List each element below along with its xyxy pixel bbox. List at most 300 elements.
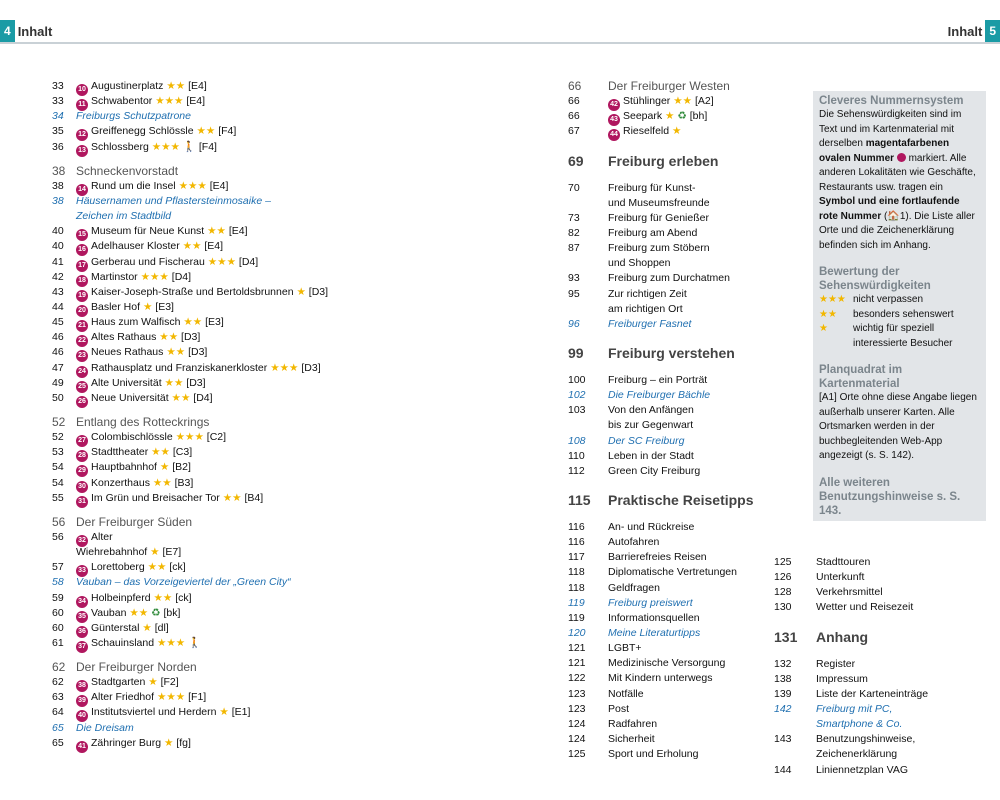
rating-legend-item: [819, 293, 980, 308]
toc-entry-text: [816, 747, 897, 762]
toc-entry-title: Rieselfeld: [623, 125, 670, 138]
toc-entry-title: Die Freiburger Bächle: [608, 389, 711, 402]
feature-icon: ♻: [151, 606, 161, 619]
rating-stars-icon: ★★: [166, 346, 186, 359]
toc-page-number: 123: [568, 687, 586, 700]
toc-entry: [568, 342, 768, 364]
toc-entry-title: Neues Rathaus: [91, 346, 164, 359]
map-grid-ref: [E4]: [186, 95, 206, 108]
toc-page-number: 35: [52, 125, 64, 138]
toc-entry: [52, 109, 352, 124]
toc-entry-title: Stühlinger: [623, 95, 671, 108]
info-heading-more: Alle weiteren Benutzungshinweise s. S. 143.: [819, 476, 961, 517]
toc-entry: [774, 626, 984, 648]
toc-entry-text: [608, 565, 737, 580]
toc-page-number: 40: [52, 240, 64, 253]
toc-entry-text: [608, 717, 657, 732]
toc-entry-title: Benutzungshinweise,: [816, 733, 916, 746]
header-title-left: Inhalt: [17, 23, 53, 39]
toc-entry-text: [76, 194, 271, 209]
toc-entry-text: [608, 520, 694, 535]
rating-stars-icon: ★★: [171, 391, 191, 404]
sight-number-badge: 43: [608, 114, 620, 126]
toc-page-number: 52: [52, 414, 66, 429]
toc-page-number: 57: [52, 561, 64, 574]
toc-entry-title: Im Grün und Breisacher Tor: [91, 491, 220, 504]
toc-entry: [568, 124, 768, 139]
info-text-part: (🏠1). Die Liste aller Orte und die Zeichenerklärung befinden sich im Anhang.: [819, 210, 975, 251]
info-text-grid: [A1] Orte ohne diese Angabe liegen außerhalb unserer Karten. Alle Ortsmarken werden in der buchbegleitenden Web-App angezeigt (s. S. 142).: [819, 392, 977, 461]
toc-entry: [568, 535, 768, 550]
toc-entry-title: Rathausplatz und Franziskanerkloster: [91, 361, 268, 374]
toc-entry: [568, 79, 768, 94]
toc-column-3: [774, 555, 984, 778]
rating-stars-icon: ★: [142, 300, 153, 313]
toc-entry-text: [608, 211, 709, 226]
toc-page-number: 110: [568, 449, 585, 462]
toc-entry-title: Freiburg erleben: [608, 152, 719, 169]
toc-page-number: 73: [568, 211, 580, 224]
rating-stars-icon: ★★: [164, 376, 184, 389]
toc-entry: [52, 515, 352, 530]
toc-entry: [52, 491, 352, 506]
map-grid-ref: [E3]: [155, 300, 174, 313]
toc-entry-title: Sport und Erholung: [608, 748, 699, 761]
toc-entry-title: Vauban: [91, 606, 127, 619]
toc-entry-title: Gerberau und Fischerau: [91, 255, 205, 268]
toc-page-number: 118: [568, 581, 585, 594]
toc-entry: [774, 585, 984, 600]
toc-entry: [568, 641, 768, 656]
toc-entry-title: Impressum: [816, 672, 868, 685]
toc-entry-text: [608, 79, 730, 94]
toc-entry-title: Freiburgs Schutzpatrone: [76, 110, 191, 123]
toc-entry-text: [816, 732, 915, 747]
toc-page-number: 38: [52, 194, 64, 207]
toc-entry-title: Liniennetzplan VAG: [816, 763, 909, 776]
sight-number-badge: 21: [76, 320, 88, 332]
toc-entry-title: Smartphone & Co.: [816, 718, 903, 731]
info-heading-numbering: Cleveres Nummernsystem: [819, 95, 964, 107]
toc-entry: [52, 140, 352, 155]
page-number-right: 5: [985, 20, 1000, 42]
toc-entry-title: Notfälle: [608, 687, 644, 700]
toc-entry-title: Green City Freiburg: [608, 464, 701, 477]
toc-page-number: 46: [52, 346, 64, 359]
toc-entry: [774, 600, 984, 615]
sight-number-badge: 27: [76, 435, 88, 447]
toc-entry: [52, 345, 352, 360]
toc-entry-title: Haus zum Walfisch: [91, 316, 181, 329]
toc-entry-title: Freiburg zum Stöbern: [608, 242, 710, 255]
toc-entry-text: [608, 671, 712, 686]
map-grid-ref: [B2]: [172, 461, 191, 474]
toc-entry-text: [76, 636, 201, 653]
toc-entry-text: [608, 317, 691, 332]
toc-entry-title: Praktische Reisetipps: [608, 491, 754, 508]
info-heading-rating: Bewertung der Sehenswürdigkeiten: [819, 266, 931, 292]
toc-entry: [568, 418, 768, 433]
toc-entry-text: [608, 403, 694, 418]
rating-stars-icon: ★: [672, 125, 682, 138]
toc-entry: [568, 373, 768, 388]
info-text-part: markiert. Alle anderen Lokalitäten wie Geschäfte, Restaurants usw. tragen ein: [819, 152, 976, 193]
sight-number-badge: 10: [76, 84, 88, 96]
toc-entry-text: [608, 687, 644, 702]
toc-entry: [568, 226, 768, 241]
rating-stars-icon: ★★★: [156, 636, 186, 649]
toc-entry-title: Häusernamen und Pflastersteinmosaike –: [76, 194, 271, 207]
toc-entry: [52, 415, 352, 430]
toc-entry-text: [76, 109, 191, 124]
toc-entry: [568, 317, 768, 332]
toc-page-number: 66: [568, 110, 580, 123]
toc-page-number: 33: [52, 80, 64, 92]
sight-number-badge: 24: [76, 366, 88, 378]
toc-entry: [568, 520, 768, 535]
toc-page-number: 34: [52, 110, 64, 123]
toc-entry: [774, 672, 984, 687]
toc-entry: [52, 736, 352, 751]
toc-entry-title: Holbeinpferd: [91, 591, 151, 604]
toc-entry-text: [608, 302, 683, 317]
toc-entry: [52, 179, 352, 194]
sight-number-badge: 23: [76, 350, 88, 362]
feature-icon: 🚶: [188, 636, 202, 649]
toc-entry: [568, 656, 768, 671]
toc-entry-text: [816, 600, 913, 615]
feature-icon: ♻: [677, 110, 687, 123]
spacer: [568, 172, 768, 181]
toc-entry-text: [608, 434, 684, 449]
toc-entry-text: [816, 585, 883, 600]
sight-number-badge: 40: [76, 710, 88, 722]
toc-entry-text: [608, 256, 670, 271]
toc-entry-text: [608, 747, 698, 762]
rating-legend: [819, 293, 980, 351]
toc-entry-text: [608, 388, 710, 403]
toc-entry-title: Leben in der Stadt: [608, 449, 694, 462]
toc-entry-text: [816, 626, 868, 648]
toc-page-number: 40: [52, 225, 64, 238]
toc-page-number: 58: [52, 576, 64, 589]
toc-entry: [568, 732, 768, 747]
sight-number-badge: 30: [76, 481, 88, 493]
toc-entry: [568, 747, 768, 762]
toc-entry-title: Sicherheit: [608, 732, 655, 745]
map-grid-ref: [bh]: [689, 110, 708, 123]
rating-stars-icon: ★: [159, 461, 170, 474]
toc-entry-title: Von den Anfängen: [608, 404, 694, 417]
spacer: [568, 479, 768, 489]
toc-page-number: 126: [774, 571, 792, 584]
toc-entry: [568, 196, 768, 211]
sight-number-badge: 32: [76, 535, 88, 547]
toc-entry: [568, 449, 768, 464]
rating-legend-item: [819, 322, 980, 351]
toc-entry: [52, 445, 352, 460]
toc-entry: [52, 675, 352, 690]
spacer: [568, 332, 768, 342]
toc-entry-title: Lorettoberg: [91, 561, 145, 574]
toc-entry: [774, 732, 984, 747]
toc-page-number: 116: [568, 536, 585, 549]
toc-entry-title: Basler Hof: [91, 300, 141, 313]
toc-entry-title: Zur richtigen Zeit: [608, 287, 687, 300]
toc-page-number: 59: [52, 591, 64, 604]
toc-entry-title: Informationsquellen: [608, 611, 700, 624]
toc-entry-title: Anhang: [816, 628, 869, 645]
rating-stars-icon: ★★: [207, 225, 226, 238]
sight-number-badge: 13: [76, 145, 88, 157]
toc-entry: [568, 671, 768, 686]
toc-page-number: 54: [52, 476, 64, 489]
toc-entry-text: [76, 545, 181, 560]
toc-entry-text: [608, 449, 694, 464]
toc-entry-title: Freiburger Fasnet: [608, 317, 692, 330]
toc-entry: [52, 376, 352, 391]
toc-page-number: 50: [52, 391, 64, 404]
toc-entry-title: Der Freiburger Süden: [76, 514, 193, 529]
toc-entry-title: Diplomatische Vertretungen: [608, 566, 737, 579]
map-grid-ref: [fg]: [176, 736, 191, 749]
toc-entry-title: Colombischlössle: [91, 431, 173, 444]
toc-entry: [52, 721, 352, 736]
map-grid-ref: [D4]: [171, 270, 192, 283]
toc-entry: [774, 747, 984, 762]
toc-entry: [568, 388, 768, 403]
toc-page-number: 120: [568, 626, 586, 639]
sight-number-badge: 38: [76, 680, 88, 692]
toc-entry-title: Alte Universität: [91, 376, 162, 389]
map-grid-ref: [D3]: [186, 376, 206, 389]
toc-entry-title: Alter Friedhof: [91, 691, 155, 704]
toc-entry-text: [76, 164, 178, 179]
toc-entry-title: Schauinsland: [91, 636, 155, 649]
sight-number-badge: 37: [76, 641, 88, 653]
sight-number-badge: 44: [608, 129, 620, 141]
toc-page-number: 49: [52, 376, 64, 389]
toc-entry-title: Schwabentor: [91, 95, 153, 108]
toc-entry-text: [608, 535, 659, 550]
toc-page-number: 139: [774, 687, 792, 700]
sight-number-badge: 16: [76, 244, 88, 256]
rating-stars-icon: ★: [163, 736, 174, 749]
toc-entry-title: bis zur Gegenwart: [608, 419, 694, 432]
rating-legend-text: wichtig für speziell interessierte Besucher: [853, 323, 953, 349]
toc-page-number: 54: [52, 461, 64, 474]
toc-entry-text: [608, 611, 700, 626]
map-grid-ref: [C3]: [172, 446, 193, 459]
toc-entry: [568, 717, 768, 732]
toc-page-number: 44: [52, 300, 64, 313]
toc-entry-title: Entlang des Rotteckrings: [76, 414, 210, 429]
toc-entry: [568, 287, 768, 302]
toc-entry: [52, 575, 352, 590]
map-grid-ref: [F4]: [198, 140, 217, 153]
toc-page-number: 43: [52, 285, 64, 298]
sight-number-badge: 39: [76, 695, 88, 707]
toc-entry-text: [76, 209, 171, 224]
toc-entry: [52, 300, 352, 315]
toc-page-number: 65: [52, 721, 64, 734]
rating-stars-icon: ★★★: [140, 270, 169, 283]
map-grid-ref: [F1]: [188, 691, 207, 704]
toc-page-number: 70: [568, 181, 580, 194]
map-grid-ref: [ck]: [175, 591, 192, 604]
info-box: [813, 91, 986, 521]
toc-column-1: [52, 79, 352, 751]
toc-page-number: 124: [568, 732, 586, 745]
sight-number-badge: 15: [76, 229, 88, 241]
info-text-bold: Symbol und eine fortlaufende rote Nummer: [819, 196, 960, 222]
toc-entry-text: [76, 415, 209, 430]
rating-stars-icon: ★: [665, 110, 675, 123]
toc-entry-text: [608, 596, 693, 611]
toc-entry-text: [76, 391, 213, 408]
toc-entry: [568, 565, 768, 580]
toc-entry-title: Wiehrebahnhof: [76, 546, 148, 559]
sight-number-badge: 17: [76, 260, 88, 272]
toc-entry-title: Freiburg mit PC,: [816, 702, 893, 715]
sight-number-badge: 22: [76, 335, 88, 347]
rating-legend-text: besonders sehenswert: [853, 308, 954, 320]
map-grid-ref: [A2]: [694, 95, 714, 108]
toc-entry-title: Wetter und Reisezeit: [816, 601, 914, 614]
rating-stars-icon: ★★★: [819, 294, 846, 305]
toc-entry-title: Museum für Neue Kunst: [91, 225, 205, 238]
toc-entry-title: Freiburg am Abend: [608, 226, 698, 239]
toc-page-number: 66: [568, 79, 582, 93]
toc-column-2: [568, 79, 768, 762]
rating-stars-icon: ★★★: [155, 95, 184, 108]
toc-entry-title: Medizinische Versorgung: [608, 657, 726, 670]
info-text-numbering: [819, 108, 980, 253]
rating-stars-icon: ★: [296, 285, 306, 298]
toc-entry: [568, 109, 768, 124]
toc-entry: [774, 570, 984, 585]
rating-stars-icon: ★★: [166, 80, 186, 92]
map-grid-ref: [D4]: [193, 391, 213, 404]
toc-entry: [568, 581, 768, 596]
toc-entry-text: [816, 657, 855, 672]
toc-entry-title: Stadttheater: [91, 446, 149, 459]
toc-entry: [52, 285, 352, 300]
toc-entry-title: und Museumsfreunde: [608, 196, 710, 209]
toc-page-number: 102: [568, 389, 586, 402]
toc-entry-text: [76, 491, 263, 508]
rating-stars-icon: ★★★: [178, 179, 207, 192]
spacer: [774, 648, 984, 657]
rating-stars-icon: ★: [819, 323, 828, 334]
toc-entry-text: [608, 626, 700, 641]
header-left: [0, 20, 55, 42]
toc-entry-text: [608, 418, 693, 433]
toc-entry: [774, 687, 984, 702]
toc-entry-title: An- und Rückreise: [608, 520, 695, 533]
toc-page-number: 112: [568, 464, 585, 477]
toc-entry: [52, 194, 352, 209]
toc-entry-text: [608, 287, 687, 302]
toc-page-number: 87: [568, 242, 580, 255]
toc-entry-title: Freiburg zum Durchatmen: [608, 272, 730, 285]
toc-entry: [568, 271, 768, 286]
toc-entry-text: [608, 150, 718, 172]
rating-stars-icon: ★★: [159, 331, 179, 344]
sight-number-badge: 19: [76, 290, 88, 302]
toc-page-number: 103: [568, 404, 586, 417]
header-title-right: Inhalt: [947, 23, 983, 39]
info-text-part: Die Sehenswürdigkeiten sind im Text und im Kartenmaterial mit derselben: [819, 109, 962, 149]
toc-entry-title: Seepark: [623, 110, 663, 123]
toc-page-number: 33: [52, 95, 64, 108]
rating-stars-icon: ★★: [152, 476, 172, 489]
toc-entry: [52, 330, 352, 345]
toc-entry-title: Liste der Karteneinträge: [816, 687, 929, 700]
toc-entry: [52, 476, 352, 491]
toc-entry-title: Die Dreisam: [76, 721, 134, 734]
toc-entry-text: [608, 656, 725, 671]
toc-entry-title: Freiburg für Kunst-: [608, 181, 696, 194]
map-grid-ref: [F2]: [160, 676, 179, 689]
rating-stars-icon: ★★★: [207, 255, 236, 268]
toc-entry-text: [816, 717, 902, 732]
map-grid-ref: [bk]: [163, 606, 181, 619]
toc-entry-title: Meine Literaturtipps: [608, 626, 701, 639]
toc-page-number: 130: [774, 601, 792, 614]
toc-entry-title: Der Freiburger Westen: [608, 79, 730, 93]
sight-number-badge: 14: [76, 184, 88, 196]
toc-page-number: 116: [568, 520, 585, 533]
map-grid-ref: [D3]: [301, 361, 321, 374]
toc-entry-text: [76, 575, 291, 590]
toc-page-number: 128: [774, 586, 792, 599]
toc-entry-title: Freiburg für Genießer: [608, 211, 709, 224]
map-grid-ref: [E4]: [204, 240, 224, 253]
toc-entry: [568, 150, 768, 172]
toc-page-number: 62: [52, 676, 64, 689]
toc-entry-title: Schlossberg: [91, 140, 149, 153]
toc-page-number: 122: [568, 672, 586, 685]
toc-page-number: 100: [568, 373, 586, 386]
toc-entry-text: [608, 181, 696, 196]
toc-page-number: 65: [52, 736, 64, 749]
toc-entry-text: [76, 515, 192, 530]
toc-entry: [568, 702, 768, 717]
toc-entry: [52, 79, 352, 94]
toc-entry-text: [76, 660, 197, 675]
toc-entry-title: Freiburg verstehen: [608, 344, 735, 361]
toc-entry: [52, 391, 352, 406]
toc-entry: [52, 545, 352, 560]
toc-entry-text: [816, 672, 868, 687]
toc-entry: [52, 621, 352, 636]
toc-entry-text: [76, 721, 134, 736]
rating-stars-icon: ★★: [222, 491, 242, 504]
toc-entry-title: Post: [608, 702, 630, 715]
rating-stars-icon: ★★: [147, 561, 167, 574]
rating-stars-icon: ★★: [673, 95, 693, 108]
sight-number-badge: 18: [76, 275, 88, 287]
toc-entry-title: Stadtgarten: [91, 676, 146, 689]
toc-entry-title: Institutsviertel und Herdern: [91, 706, 217, 719]
toc-entry-text: [816, 763, 908, 778]
rating-stars-icon: ★: [150, 546, 160, 559]
info-heading-grid: Planquadrat im Kartenmaterial: [819, 364, 903, 390]
toc-page-number: 138: [774, 672, 792, 685]
toc-entry-title: Alter: [91, 530, 113, 543]
toc-entry: [52, 315, 352, 330]
